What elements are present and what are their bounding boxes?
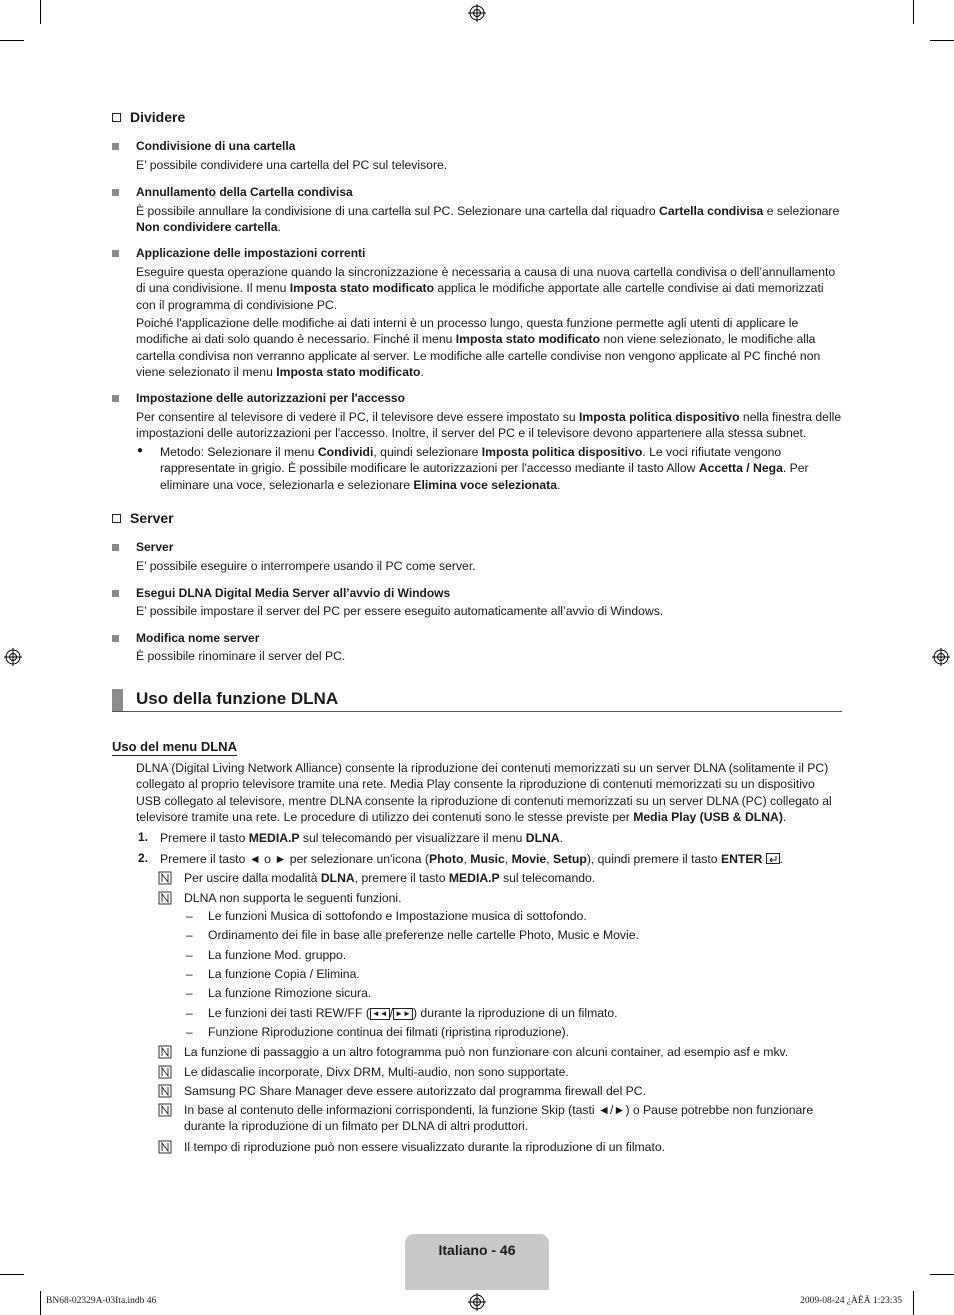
- subsection-title: Uso del menu DLNA: [112, 739, 237, 754]
- section-dividere-heading: Dividere: [112, 109, 185, 125]
- section-server-heading: Server: [112, 510, 174, 526]
- round-bullet-icon: ●: [137, 445, 144, 456]
- note-icon: [158, 871, 172, 885]
- registration-mark-icon: [4, 648, 22, 666]
- subheading: Impostazione delle autorizzazioni per l'accesso: [136, 391, 405, 405]
- note-icon: [158, 1084, 172, 1098]
- dash-item: La funzione Copia / Elimina.: [208, 967, 360, 981]
- section-rule: [112, 711, 842, 712]
- subheading: Modifica nome server: [136, 631, 260, 645]
- dash-item: Funzione Riproduzione continua dei filmati (ripristina riproduzione).: [208, 1025, 570, 1039]
- note-text: DLNA non supporta le seguenti funzioni.: [184, 891, 402, 905]
- registration-mark-icon: [468, 1293, 486, 1311]
- subheading: Server: [136, 540, 174, 554]
- note-text: Le didascalie incorporate, Divx DRM, Multi-audio, non sono supportate.: [184, 1065, 569, 1079]
- dash-bullet: –: [186, 967, 193, 981]
- note-icon: [158, 1103, 172, 1117]
- print-date: 2009-08-24 ¿ÀÈÄ 1:23:35: [800, 1296, 902, 1306]
- note-icon: [158, 1140, 172, 1154]
- fast-forward-key-icon: ►►: [395, 1008, 411, 1018]
- square-bullet-icon: [112, 250, 119, 257]
- paragraph: Metodo: Selezionare il menu Condividi, quindi selezionare Imposta politica dispositivo. Le voci rifiutate vengono rappresentate in grigio. È possibile modificare le autorizzazioni per l'accesso mediante il tasto Allow Accetta / Nega. Per eliminare una voce, selezionarla e selezionare Elimina voce selezionata.: [160, 445, 809, 492]
- crop-mark: [40, 0, 41, 24]
- page-number: Italiano - 46: [438, 1242, 516, 1258]
- subheading: Annullamento della Cartella condivisa: [136, 185, 353, 199]
- note-text: Per uscire dalla modalità DLNA, premere il tasto MEDIA.P sul telecomando.: [184, 871, 596, 885]
- dash-bullet: –: [186, 928, 193, 942]
- paragraph: Per consentire al televisore di vedere il PC, il televisore deve essere impostato su Imposta politica dispositivo nella finestra delle impostazioni delle autorizzazioni per l'accesso. Inoltre, il server del PC e il televisore devono appartenere alla stessa subnet.: [136, 410, 842, 441]
- paragraph: È possibile rinominare il server del PC.: [136, 649, 346, 663]
- note-text: Il tempo di riproduzione può non essere visualizzato durante la riproduzione di un filmato.: [184, 1140, 666, 1154]
- subheading: Esegui DLNA Digital Media Server all’avvio di Windows: [136, 586, 451, 600]
- square-bullet-icon: [112, 590, 119, 597]
- registration-mark-icon: [468, 4, 486, 22]
- note-icon: [158, 1045, 172, 1059]
- rewind-key-icon: ◄◄: [371, 1008, 388, 1018]
- square-bullet-icon: [112, 544, 119, 551]
- crop-mark: [40, 1291, 41, 1315]
- crop-mark: [930, 1274, 954, 1275]
- dash-item: La funzione Rimozione sicura.: [208, 986, 372, 1000]
- paragraph: È possibile annullare la condivisione di una cartella sul PC. Selezionare una cartella dal riquadro Cartella condivisa e selezionare Non condividere cartella.: [136, 204, 840, 235]
- note-text: La funzione di passaggio a un altro fotogramma può non funzionare con alcuni container, ad esempio asf e mkv.: [184, 1045, 789, 1059]
- dash-item: Le funzioni dei tasti REW/FF ( ◄◄ / ►► ) durante la riproduzione di un filmato.: [208, 1006, 618, 1020]
- crop-mark: [930, 40, 954, 41]
- square-bullet-icon: [112, 189, 119, 196]
- note-text: In base al contenuto delle informazioni corrispondenti, la funzione Skip (tasti ◄/►) o Pause potrebbe non funzionare durante la riproduzione di un filmato per DLNA di altri produttori.: [184, 1103, 814, 1134]
- step-number: 1.: [138, 830, 149, 844]
- paragraph: E’ possibile eseguire o interrompere usando il PC come server.: [136, 559, 476, 573]
- subheading: Applicazione delle impostazioni correnti: [136, 246, 366, 260]
- step-text: Premere il tasto MEDIA.P sul telecomando per visualizzare il menu DLNA.: [160, 831, 564, 845]
- enter-key-icon: [766, 853, 780, 864]
- paragraph: E’ possibile impostare il server del PC per essere eseguito automaticamente all’avvio di Windows.: [136, 604, 664, 618]
- dash-bullet: –: [186, 1025, 193, 1039]
- dash-item: La funzione Mod. gruppo.: [208, 948, 347, 962]
- step-number: 2.: [138, 851, 149, 865]
- section-marker: [112, 689, 123, 711]
- crop-mark: [0, 40, 24, 41]
- dash-bullet: –: [186, 1006, 193, 1020]
- checkbox-square-icon: [112, 514, 121, 523]
- note-icon: [158, 1065, 172, 1079]
- step-text: Premere il tasto ◄ o ► per selezionare un'icona (Photo, Music, Movie, Setup), quindi premere il tasto ENTER .: [160, 852, 784, 866]
- dash-bullet: –: [186, 986, 193, 1000]
- note-icon: [158, 891, 172, 905]
- crop-mark: [913, 0, 914, 24]
- registration-mark-icon: [932, 648, 950, 666]
- square-bullet-icon: [112, 143, 119, 150]
- intro-paragraph: DLNA (Digital Living Network Alliance) consente la riproduzione dei contenuti memorizzati su un server DLNA (solitamente il PC) collegato al proprio televisore tramite una rete. Media Play consente la riproduzione di contenuti memorizzati su un dispositivo USB collegato al televisore, mentre DLNA consente la riproduzione di contenuti memorizzati su un server DLNA (PC) collegato al televisore tramite una rete. Le procedure di utilizzo dei contenuti sono le stesse previste per Media Play (USB & DLNA).: [136, 761, 832, 825]
- square-bullet-icon: [112, 395, 119, 402]
- crop-mark: [0, 1274, 24, 1275]
- section-title: Uso della funzione DLNA: [136, 689, 339, 708]
- note-text: Samsung PC Share Manager deve essere autorizzato dal programma firewall del PC.: [184, 1084, 646, 1098]
- subheading: Condivisione di una cartella: [136, 139, 296, 153]
- dash-bullet: –: [186, 909, 193, 923]
- checkbox-square-icon: [112, 113, 121, 122]
- dash-bullet: –: [186, 948, 193, 962]
- paragraph: Eseguire questa operazione quando la sincronizzazione è necessaria a causa di una nuova cartella condivisa o dell’annullamento di una condivisione. Il menu Imposta stato modificato applica le modifiche apportate alle cartelle condivise ai dati memorizzati con il programma di condivisione PC.: [136, 265, 836, 312]
- paragraph: E’ possibile condividere una cartella del PC sul televisore.: [136, 158, 448, 172]
- crop-mark: [913, 1291, 914, 1315]
- dash-item: Ordinamento dei file in base alle preferenze nelle cartelle Photo, Music e Movie.: [208, 928, 639, 942]
- square-bullet-icon: [112, 635, 119, 642]
- paragraph: Poiché l'applicazione delle modifiche ai dati interni è un processo lungo, questa funzione permette agli utenti di applicare le modifiche ai dati solo quando è necessario. Finché il menu Imposta stato modificato non viene selezionato, le modifiche alla cartella condivisa non verranno applicate al server. Le modifiche alle cartelle condivise non vengono applicate al PC finché non viene selezionato il menu Imposta stato modificato.: [136, 316, 821, 380]
- dash-item: Le funzioni Musica di sottofondo e Impostazione musica di sottofondo.: [208, 909, 587, 923]
- file-info: BN68-02329A-03Ita.indb 46: [46, 1296, 157, 1306]
